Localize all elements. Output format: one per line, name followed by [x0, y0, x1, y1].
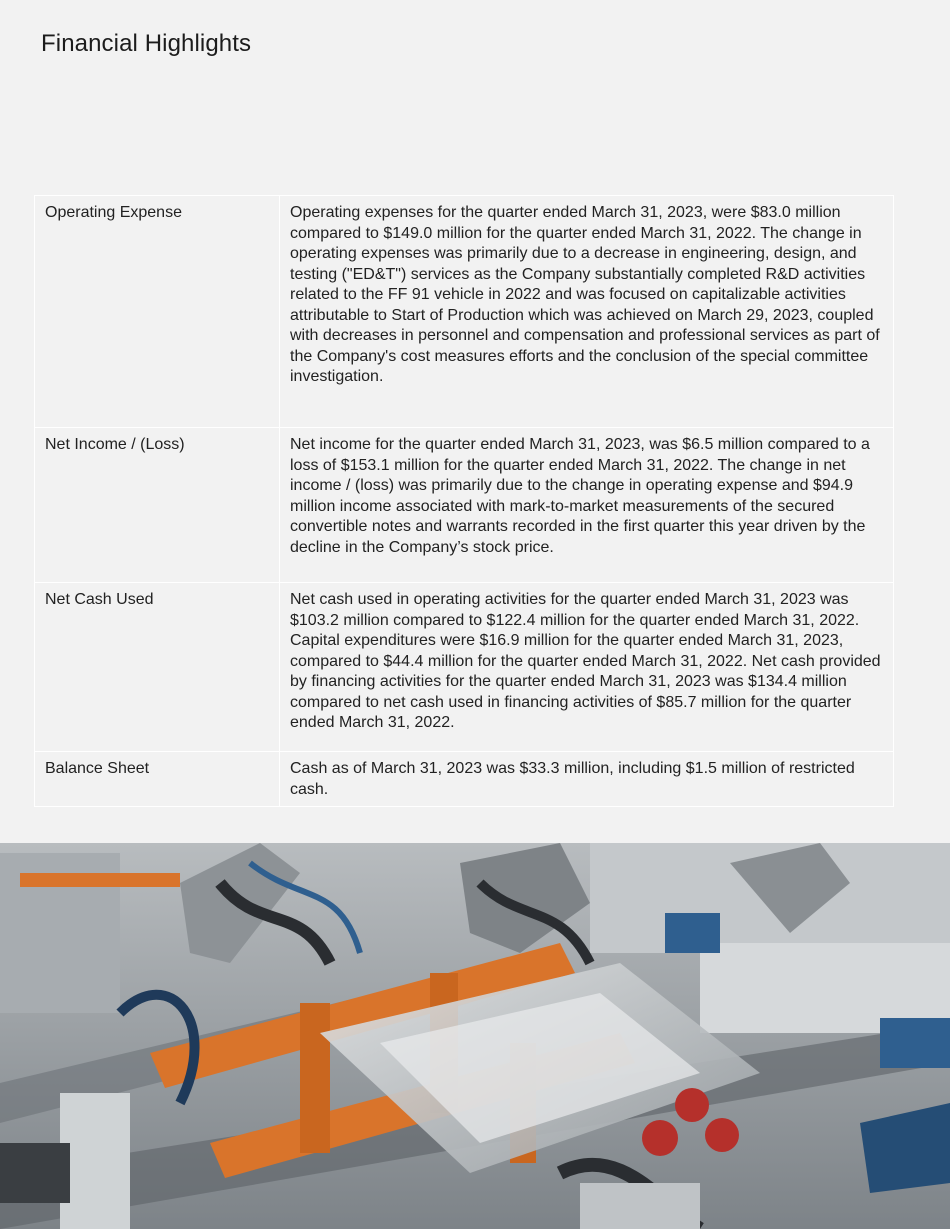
factory-assembly-photo [0, 843, 950, 1229]
table-row-net-cash-used [35, 583, 894, 752]
row-description: Cash as of March 31, 2023 was $33.3 million, including $1.5 million of restricted cash. [280, 752, 894, 807]
row-description: Net cash used in operating activities for the quarter ended March 31, 2023 was $103.2 million compared to $122.4 million for the quarter ended March 31, 2022. Capital expenditures were $16.9 million for the quarter ended March 31, 2023, compared to $44.4 million for the quarter ended March 31, 2022. Net cash provided by financing activities for the quarter ended March 31, 2023 was $134.4 million compared to net cash used in financing activities of $85.7 million for the quarter ended March 31, 2022. [280, 583, 894, 752]
row-description: Operating expenses for the quarter ended March 31, 2023, were $83.0 million compared to $149.0 million for the quarter ended March 31, 2022. The change in operating expenses was primarily due to a decrease in engineering, design, and testing ("ED&T") services as the Company substantially completed R&D activities related to the FF 91 vehicle in 2022 and was focused on capitalizable activities attributable to Start of Production which was achieved on March 29, 2023, coupled with decreases in personnel and compensation and professional services as part of the Company's cost measures efforts and the conclusion of the special committee investigation. [280, 196, 894, 428]
table-row-balance-sheet [35, 752, 894, 807]
financial-highlights-table [34, 195, 894, 807]
table-row-operating-expense [35, 196, 894, 428]
page-title: Financial Highlights [41, 30, 252, 57]
row-label: Net Cash Used [35, 583, 280, 752]
row-description: Net income for the quarter ended March 31, 2023, was $6.5 million compared to a loss of $153.1 million for the quarter ended March 31, 2022. The change in net income / (loss) was primarily due to the change in operating expense and $94.9 million income associated with mark-to-market measurements of the secured convertible notes and warrants recorded in the first quarter this year driven by the decline in the Company’s stock price. [280, 428, 894, 583]
row-label: Balance Sheet [35, 752, 280, 807]
row-label: Net Income / (Loss) [35, 428, 280, 583]
table-row-net-income [35, 428, 894, 583]
row-label: Operating Expense [35, 196, 280, 428]
